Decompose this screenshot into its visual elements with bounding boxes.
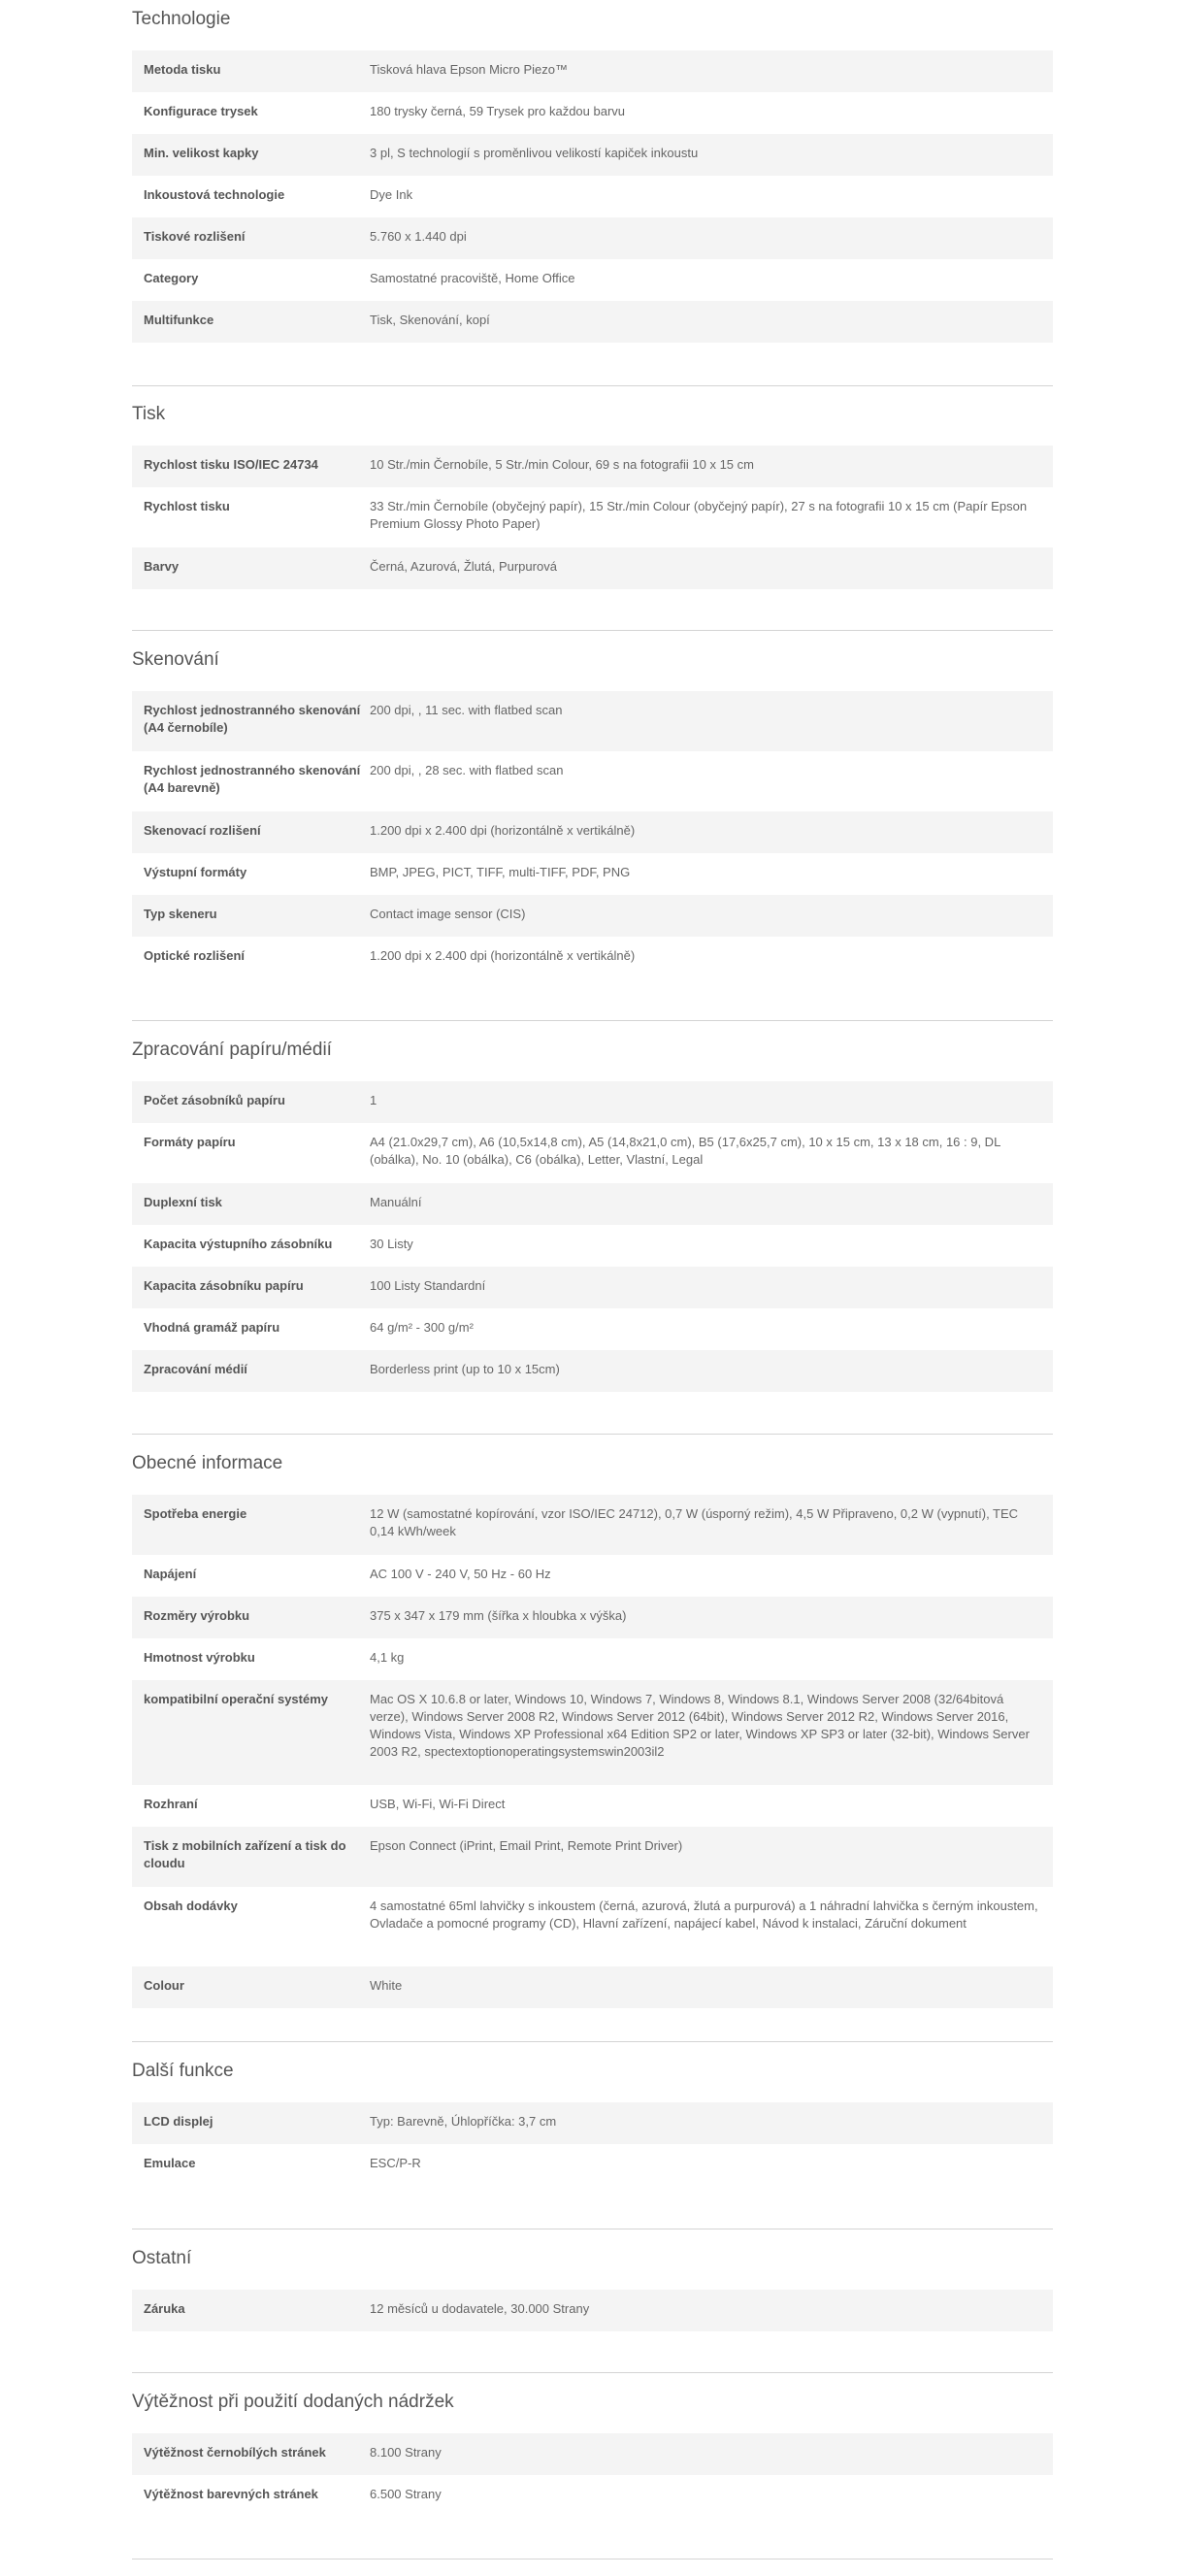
section-divider [132, 385, 1053, 386]
spec-label: Typ skeneru [144, 907, 217, 921]
spec-value: Tisk, Skenování, kopí [370, 313, 490, 327]
spec-table [132, 50, 1053, 343]
section-title: Další funkce [132, 2061, 234, 2081]
spec-value: 33 Str./min Černobíle (obyčejný papír), 15 Str./min Colour (obyčejný papír), 27 s na fotografii 10 x 15 cm (Papír Epson Premium Glossy Photo Paper) [370, 499, 1028, 531]
spec-label: Rychlost jednostranného skenování (A4 černobíle) [144, 703, 361, 735]
spec-label: Zpracování médií [144, 1362, 247, 1376]
spec-value: BMP, JPEG, PICT, TIFF, multi-TIFF, PDF, PNG [370, 865, 631, 879]
spec-label: Rozměry výrobku [144, 1608, 250, 1623]
spec-label: Výtěžnost barevných stránek [144, 2487, 318, 2501]
spec-row [132, 1597, 1053, 1638]
spec-value: 375 x 347 x 179 mm (šířka x hloubka x výška) [370, 1608, 627, 1623]
spec-row [132, 1887, 1053, 1966]
spec-value: Typ: Barevně, Úhlopříčka: 3,7 cm [370, 2114, 557, 2129]
spec-row [132, 853, 1053, 895]
section-title: Výtěžnost při použití dodaných nádržek [132, 2392, 454, 2412]
spec-table [132, 691, 1053, 978]
spec-label: Duplexní tisk [144, 1195, 222, 1209]
spec-value: 64 g/m² - 300 g/m² [370, 1320, 474, 1335]
spec-value: 1 [370, 1093, 377, 1107]
spec-value: 3 pl, S technologií s proměnlivou velikostí kapiček inkoustu [370, 146, 699, 160]
spec-value: 200 dpi, , 28 sec. with flatbed scan [370, 763, 564, 777]
spec-value: 30 Listy [370, 1237, 413, 1251]
section-divider [132, 2041, 1053, 2042]
section-divider [132, 1434, 1053, 1435]
spec-row [132, 547, 1053, 589]
spec-value: A4 (21.0x29,7 cm), A6 (10,5x14,8 cm), A5 (14,8x21,0 cm), B5 (17,6x25,7 cm), 10 x 15 cm, 13 x 18 cm, 16 : 9, DL (obálka), No. 10 (obálka), C6 (obálka), Letter, Vlastní, Legal [370, 1135, 1000, 1167]
spec-row [132, 50, 1053, 92]
spec-label: Rozhraní [144, 1797, 198, 1811]
spec-label: Rychlost tisku ISO/IEC 24734 [144, 457, 318, 472]
spec-value: 10 Str./min Černobíle, 5 Str./min Colour, 69 s na fotografii 10 x 15 cm [370, 457, 754, 472]
spec-value: Samostatné pracoviště, Home Office [370, 271, 575, 285]
spec-row [132, 1183, 1053, 1225]
spec-label: Tiskové rozlišení [144, 229, 246, 244]
spec-value: 6.500 Strany [370, 2487, 442, 2501]
spec-row [132, 1495, 1053, 1555]
spec-row [132, 1267, 1053, 1308]
spec-table [132, 1495, 1053, 2008]
spec-label: Multifunkce [144, 313, 214, 327]
spec-row [132, 2144, 1053, 2186]
spec-row [132, 1785, 1053, 1827]
spec-label: kompatibilní operační systémy [144, 1692, 329, 1706]
spec-value: 1.200 dpi x 2.400 dpi (horizontálně x vertikálně) [370, 948, 636, 963]
spec-row [132, 2475, 1053, 2517]
spec-row [132, 2290, 1053, 2331]
section-divider [132, 1020, 1053, 1021]
spec-row [132, 1680, 1053, 1785]
spec-row [132, 811, 1053, 853]
spec-label: Rychlost tisku [144, 499, 230, 513]
spec-row [132, 1966, 1053, 2008]
spec-label: Inkoustová technologie [144, 187, 285, 202]
spec-value: 8.100 Strany [370, 2445, 442, 2460]
spec-row [132, 2433, 1053, 2475]
spec-value: Tisková hlava Epson Micro Piezo™ [370, 62, 568, 77]
spec-label: Kapacita zásobníku papíru [144, 1278, 304, 1293]
spec-label: Rychlost jednostranného skenování (A4 barevně) [144, 763, 361, 795]
spec-value: 12 měsíců u dodavatele, 30.000 Strany [370, 2301, 590, 2316]
spec-value: 5.760 x 1.440 dpi [370, 229, 467, 244]
spec-label: Min. velikost kapky [144, 146, 259, 160]
spec-value: 1.200 dpi x 2.400 dpi (horizontálně x vertikálně) [370, 823, 636, 838]
spec-label: Tisk z mobilních zařízení a tisk do cloudu [144, 1838, 346, 1870]
spec-value: 100 Listy Standardní [370, 1278, 486, 1293]
spec-row [132, 1555, 1053, 1597]
spec-row [132, 92, 1053, 134]
spec-label: Metoda tisku [144, 62, 221, 77]
spec-value: USB, Wi-Fi, Wi-Fi Direct [370, 1797, 506, 1811]
spec-label: LCD displej [144, 2114, 213, 2129]
spec-row [132, 1123, 1053, 1183]
spec-label: Hmotnost výrobku [144, 1650, 255, 1665]
spec-value: 4,1 kg [370, 1650, 405, 1665]
section-title: Tisk [132, 404, 166, 424]
spec-label: Konfigurace trysek [144, 104, 258, 118]
section-title: Obecné informace [132, 1453, 283, 1473]
spec-table [132, 1081, 1053, 1392]
spec-value: Contact image sensor (CIS) [370, 907, 526, 921]
spec-row [132, 1350, 1053, 1392]
spec-row [132, 2102, 1053, 2144]
spec-value: White [370, 1978, 403, 1993]
spec-label: Category [144, 271, 199, 285]
spec-value: Borderless print (up to 10 x 15cm) [370, 1362, 560, 1376]
spec-label: Napájení [144, 1567, 197, 1581]
spec-row [132, 259, 1053, 301]
spec-label: Emulace [144, 2156, 196, 2170]
spec-label: Colour [144, 1978, 184, 1993]
spec-row [132, 1827, 1053, 1887]
spec-row [132, 937, 1053, 978]
section-title: Zpracování papíru/médií [132, 1040, 332, 1060]
spec-value: 200 dpi, , 11 sec. with flatbed scan [370, 703, 563, 717]
section-divider [132, 630, 1053, 631]
spec-value: AC 100 V - 240 V, 50 Hz - 60 Hz [370, 1567, 551, 1581]
spec-value: Epson Connect (iPrint, Email Print, Remote Print Driver) [370, 1838, 683, 1853]
spec-label: Obsah dodávky [144, 1899, 238, 1913]
spec-label: Vhodná gramáž papíru [144, 1320, 280, 1335]
spec-label: Formáty papíru [144, 1135, 236, 1149]
spec-table [132, 2433, 1053, 2517]
spec-table [132, 446, 1053, 589]
spec-value: Mac OS X 10.6.8 or later, Windows 10, Windows 7, Windows 8, Windows 8.1, Windows Server 2008 (32/64bitová verze), Windows Server 2008 R2, Windows Server 2012 (64bit), Windows Server 2012 R2, Windows Server 2016, Windows Vista, Windows XP Professional x64 Edition SP2 or later, Windows XP SP3 or later (32-bit), Windows Server 2003 R2, spectextoptionoperatingsystemswin2003il2 [370, 1692, 1030, 1759]
spec-row [132, 134, 1053, 176]
spec-value: Dye Ink [370, 187, 413, 202]
spec-row [132, 691, 1053, 751]
spec-table [132, 2102, 1053, 2186]
spec-row [132, 1308, 1053, 1350]
spec-row [132, 176, 1053, 217]
spec-value: 12 W (samostatné kopírování, vzor ISO/IEC 24712), 0,7 W (úsporný režim), 4,5 W Připraveno, 0,2 W (vypnutí), TEC 0,14 kWh/week [370, 1506, 1019, 1538]
spec-value: 180 trysky černá, 59 Trysek pro každou barvu [370, 104, 626, 118]
spec-table [132, 2290, 1053, 2331]
spec-row [132, 751, 1053, 811]
section-title: Skenování [132, 649, 219, 670]
spec-label: Záruka [144, 2301, 185, 2316]
spec-label: Skenovací rozlišení [144, 823, 261, 838]
spec-label: Výtěžnost černobílých stránek [144, 2445, 326, 2460]
spec-row [132, 895, 1053, 937]
spec-row [132, 446, 1053, 487]
spec-label: Optické rozlišení [144, 948, 246, 963]
spec-label: Barvy [144, 559, 180, 574]
spec-row [132, 1225, 1053, 1267]
spec-row [132, 217, 1053, 259]
spec-row [132, 1638, 1053, 1680]
spec-row [132, 1081, 1053, 1123]
spec-label: Kapacita výstupního zásobníku [144, 1237, 333, 1251]
spec-row [132, 301, 1053, 343]
spec-label: Výstupní formáty [144, 865, 247, 879]
spec-row [132, 487, 1053, 547]
spec-value: 4 samostatné 65ml lahvičky s inkoustem (černá, azurová, žlutá a purpurová) a 1 náhradní lahvička s černým inkoustem, Ovladače a pomocné programy (CD), Hlavní zařízení, napájecí kabel, Návod k instalaci, Záruční dokument [370, 1899, 1038, 1931]
spec-label: Spotřeba energie [144, 1506, 247, 1521]
spec-value: Černá, Azurová, Žlutá, Purpurová [370, 559, 557, 574]
spec-value: ESC/P-R [370, 2156, 421, 2170]
section-title: Technologie [132, 9, 231, 29]
spec-label: Počet zásobníků papíru [144, 1093, 285, 1107]
section-title: Ostatní [132, 2248, 192, 2268]
spec-value: Manuální [370, 1195, 422, 1209]
section-divider [132, 2372, 1053, 2373]
